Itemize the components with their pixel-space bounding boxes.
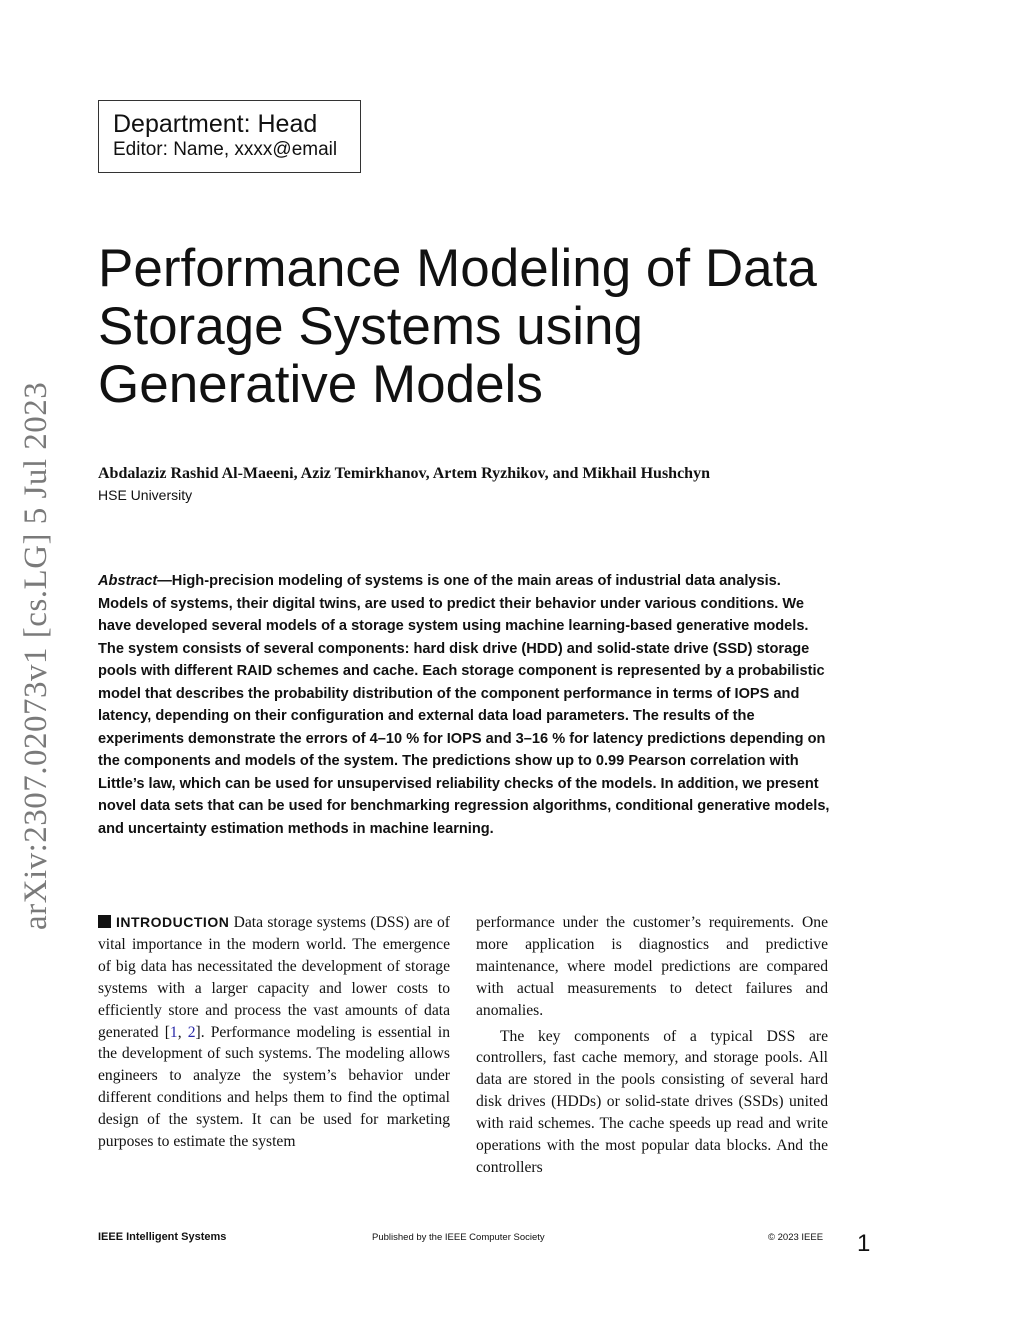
footer-publisher: Published by the IEEE Computer Society: [372, 1232, 545, 1243]
paper-title: Performance Modeling of Data Storage Systems using Generative Models: [98, 239, 817, 414]
footer-journal: IEEE Intelligent Systems: [98, 1231, 227, 1243]
intro-paragraph-2: performance under the customer’s requirements. One more application is diagnostics and predictive maintenance, where model predictions are compared with actual measurements to detect failures and anomalies.: [476, 914, 828, 1019]
department-head: Department: Head: [113, 110, 318, 138]
abstract-label: Abstract: [98, 573, 158, 589]
intro-paragraph-1: INTRODUCTION Data storage systems (DSS) are of vital importance in the modern world. The emergence of big data has necessitated the development of storage systems with a larger capacity and lower costs to efficiently store and process the vast amounts of data generated [1, 2]. Performance modeling is essential in the development of such systems. The modeling allows engineers to analyze the system’s behavior under different conditions and helps them to find the optimal design of the system. It can be used for marketing purposes to estimate the system: [98, 914, 450, 1151]
citation-link[interactable]: 1: [169, 1023, 178, 1041]
department-editor: Editor: Name, xxxx@email: [113, 139, 338, 160]
author-list: Abdalaziz Rashid Al-Maeeni, Aziz Temirkhanov, Artem Ryzhikov, and Mikhail Hushchyn: [98, 465, 710, 482]
department-box: [98, 100, 361, 173]
citation-link[interactable]: 2: [187, 1023, 196, 1041]
section-marker-icon: [98, 915, 111, 928]
page-number: 1: [857, 1230, 871, 1257]
intro-paragraph-3: The key components of a typical DSS are controllers, fast cache memory, and storage pools. All data are stored in the pools consisting of several hard disk drives (HDDs) or solid-state drives (SSDs) united with raid schemes. The cache speeds up read and write operations with the most popular data blocks. And the controllers: [476, 1027, 828, 1176]
footer-copyright: © 2023 IEEE: [768, 1232, 824, 1243]
intro-column-left: [98, 912, 450, 1153]
intro-text-a: Data storage systems (DSS) are of vital importance in the modern world. The emergence of big data has necessitated the development of storage systems with a larger capacity and lower costs to efficiently store and process the vast amounts of data generated [: [98, 914, 450, 1041]
section-heading: INTRODUCTION: [116, 914, 230, 930]
intro-text-b: ]. Performance modeling is essential in the development of such systems. The modeling allows engineers to analyze the system’s behavior under different conditions and helps them to find the optimal design of the system. It can be used for marketing purposes to estimate the system: [98, 1023, 450, 1151]
arxiv-stamp: arXiv:2307.02073v1 [cs.LG] 5 Jul 2023: [18, 381, 54, 930]
abstract: [98, 570, 830, 840]
affiliation: HSE University: [98, 487, 193, 503]
intro-column-right: [476, 912, 828, 1179]
abstract-text: —High-precision modeling of systems is one of the main areas of industrial data analysis. Models of systems, their digital twins, are used to predict their behavior under various conditions. We have developed several models of a storage system using machine learning-based generative models. The system consists of several components: hard disk drive (HDD) and solid-state drive (SSD) storage pools with different RAID schemes and cache. Each storage component is represented by a probabilistic model that describes the probability distribution of the component performance in terms of IOPS and latency, depending on their configuration and external data load parameters. The results of the experiments demonstrate the errors of 4–10 % for IOPS and 3–16 % for latency predictions depending on the components and models of the system. The predictions show up to 0.99 Pearson correlation with Little’s law, which can be used for unsupervised reliability checks of the models. In addition, we present novel data sets that can be used for benchmarking regression algorithms, conditional generative models, and uncertainty estimation methods in machine learning.: [98, 573, 830, 837]
